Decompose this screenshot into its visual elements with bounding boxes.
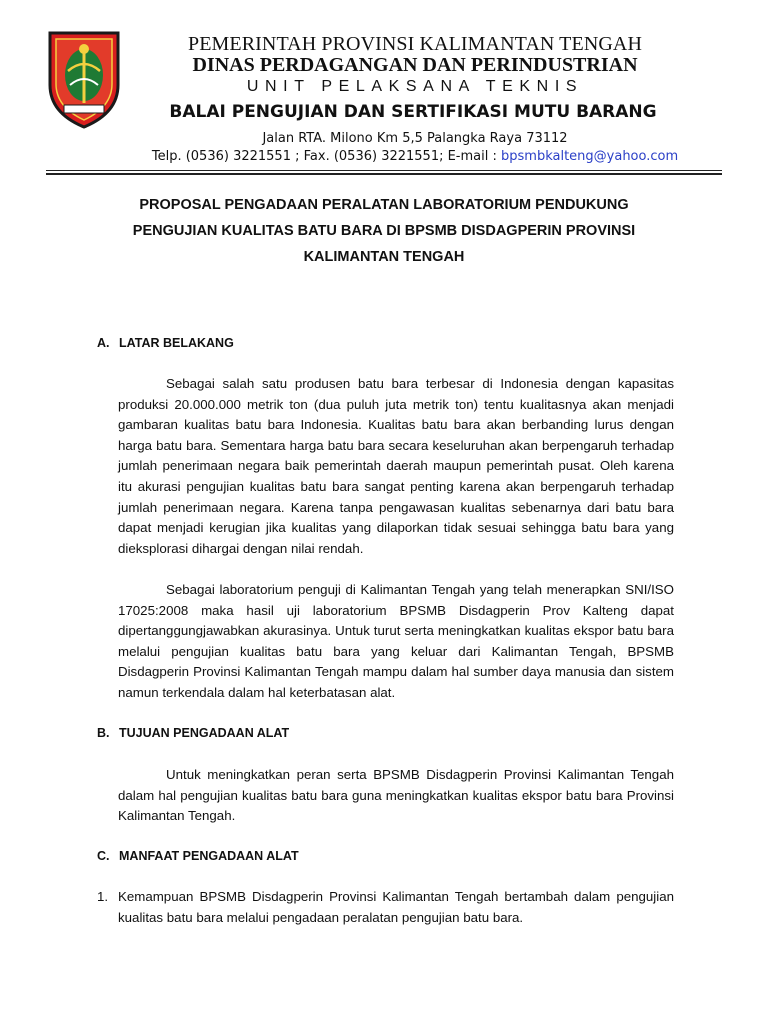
- list-item-number: 1.: [97, 889, 109, 904]
- section-title: LATAR BELAKANG: [119, 336, 234, 350]
- letterhead-contact: [120, 149, 710, 164]
- letterhead-institution: BALAI PENGUJIAN DAN SERTIFIKASI MUTU BARANG: [169, 102, 657, 122]
- section-title: TUJUAN PENGADAAN ALAT: [119, 726, 290, 740]
- section-heading-c: [97, 849, 299, 863]
- title-line: KALIMANTAN TENGAH: [303, 249, 465, 265]
- letterhead-rule-thick: [46, 173, 722, 175]
- paragraph: Sebagai salah satu produsen batu bara terbesar di Indonesia dengan kapasitas produksi 20.000.000 metrik ton (dua puluh juta metrik ton) tentu kualitasnya akan menjadi gambaran kualitas batu bara Indonesia. Kualitas batu bara akan berbanding lurus dengan harga batu bara. Sementara harga batu bara secara keseluruhan akan berpengaruh terhadap jumlah penerimaan negara baik pemerintah daerah maupun pemerintah pusat. Oleh karena itu akurasi pengujian kualitas batu bara sangat penting karena akan berpengaruh terhadap jumlah penerimaan negara. Karena tanpa pengawasan kualitas sebenarnya dari batu bara dapat menjadi kerugian jika kualitas yang dilaporkan tidak sesuai sehingga batu bara yang dieksplorasi dihargai dengan nilai rendah.: [118, 376, 674, 556]
- letterhead-unit: UNIT PELAKSANA TEKNIS: [246, 78, 584, 95]
- letterhead-rule: [46, 170, 722, 171]
- contact-email-link[interactable]: bpsmbkalteng@yahoo.com: [501, 149, 679, 164]
- list-item-text: Kemampuan BPSMB Disdagperin Provinsi Kalimantan Tengah bertambah dalam pengujian kualitas batu bara melalui pengadaan peralatan pengujian batu bara.: [118, 889, 674, 925]
- document-title: [96, 192, 672, 270]
- provincial-emblem-icon: [44, 27, 124, 131]
- section-title: MANFAAT PENGADAAN ALAT: [119, 849, 299, 863]
- section-heading-b: [97, 726, 289, 740]
- section-label: C.: [97, 849, 110, 863]
- section-label: A.: [97, 336, 110, 350]
- title-line: PENGUJIAN KUALITAS BATU BARA DI BPSMB DISDAGPERIN PROVINSI: [132, 223, 636, 239]
- section-label: B.: [97, 726, 110, 740]
- paragraph: Untuk meningkatkan peran serta BPSMB Disdagperin Provinsi Kalimantan Tengah dalam hal pengujian kualitas batu bara guna meningkatkan kualitas ekspor batu bara Provinsi Kalimantan Tengah.: [118, 767, 674, 824]
- letterhead-government: PEMERINTAH PROVINSI KALIMANTAN TENGAH: [187, 33, 642, 55]
- title-line: PROPOSAL PENGADAAN PERALATAN LABORATORIUM PENDUKUNG: [139, 197, 629, 213]
- paragraph: Sebagai laboratorium penguji di Kalimantan Tengah yang telah menerapkan SNI/ISO 17025:2008 maka hasil uji laboratorium BPSMB Disdagperin Prov Kalteng dapat dipertanggungjawabkan akurasinya. Untuk turut serta meningkatkan kualitas ekspor batu bara melalui pengujian kualitas batu bara yang keluar dari Kalimantan Tengah, BPSMB Disdagperin Provinsi Kalimantan Tengah mampu dalam hal sumber daya manusia dan sistem namun terkendala dalam hal keterbatasan alat.: [118, 582, 674, 700]
- letterhead-department: DINAS PERDAGANGAN DAN PERINDUSTRIAN: [192, 54, 638, 76]
- section-heading-a: [97, 336, 234, 350]
- letterhead-address: Jalan RTA. Milono Km 5,5 Palangka Raya 73112: [262, 131, 568, 146]
- contact-phone-fax: Telp. (0536) 3221551 ; Fax. (0536) 3221551; E-mail :: [151, 149, 501, 164]
